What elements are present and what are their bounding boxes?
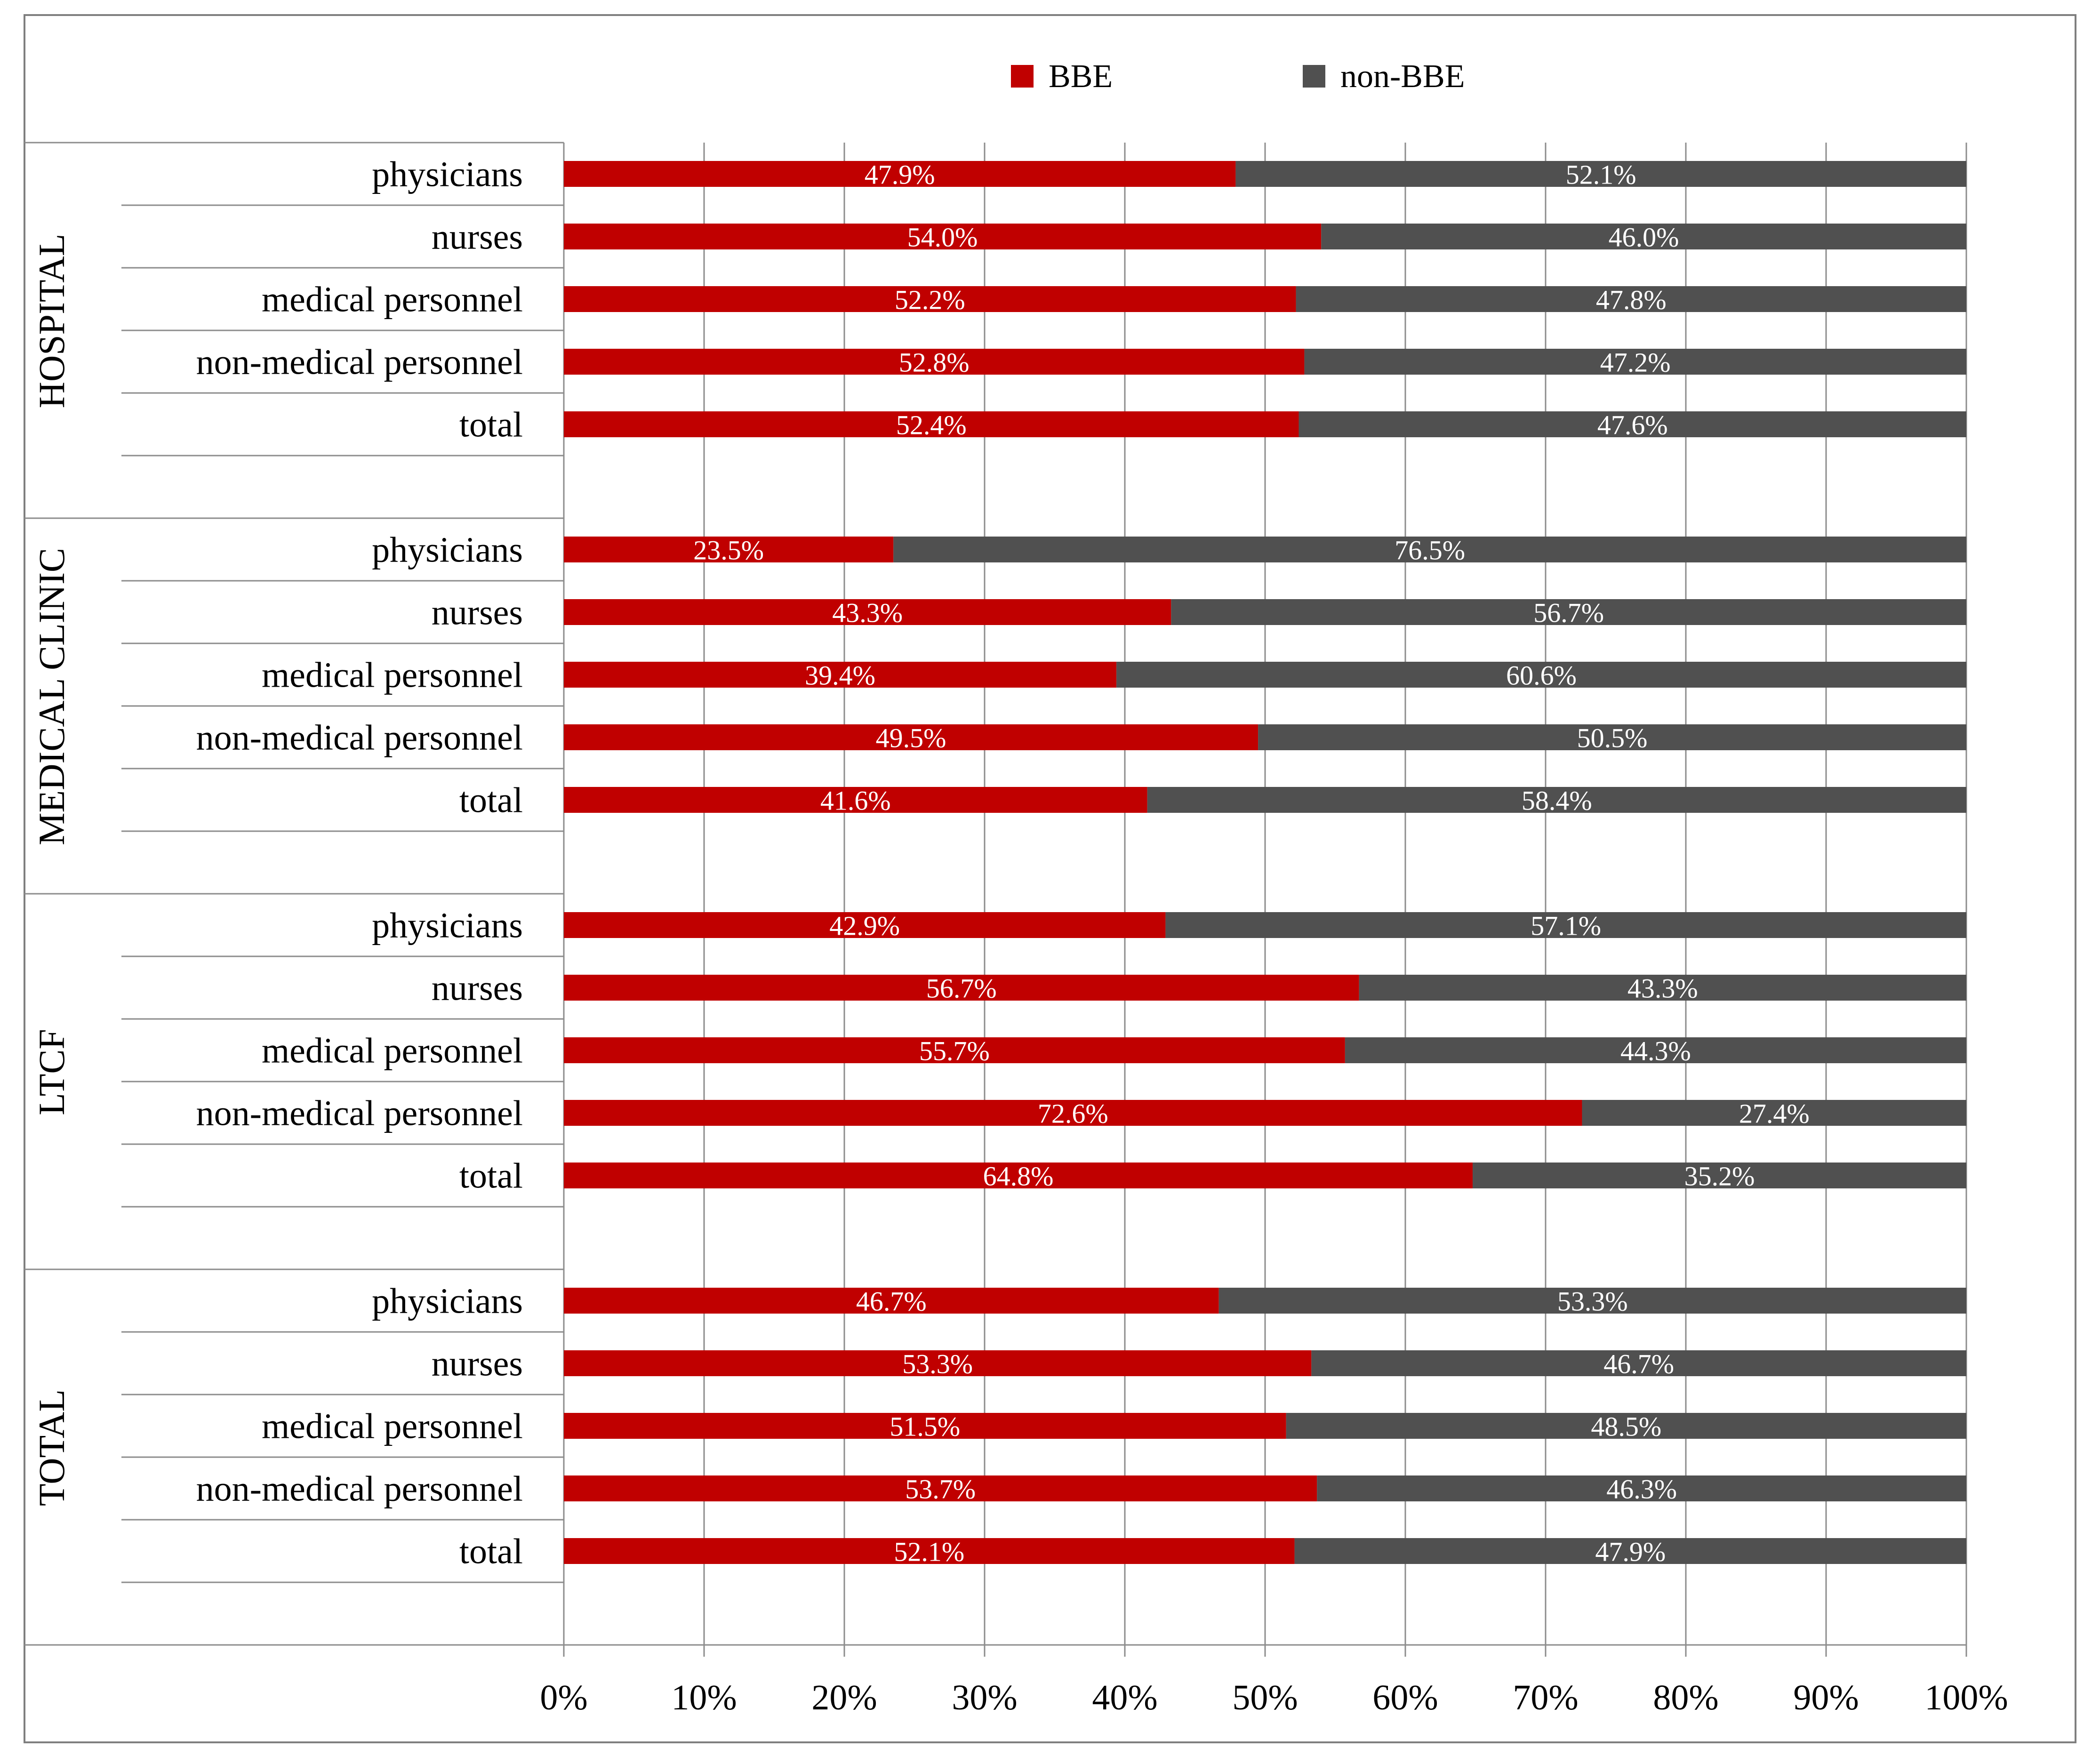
category-label: physicians xyxy=(372,1281,523,1321)
category-label: nurses xyxy=(431,1344,523,1384)
group-label: HOSPITAL xyxy=(31,233,72,409)
category-label: physicians xyxy=(372,530,523,570)
data-label: 52.1% xyxy=(894,1536,965,1567)
category-label: total xyxy=(459,780,523,820)
x-tick-label: 60% xyxy=(1372,1678,1438,1717)
data-label: 56.7% xyxy=(926,973,997,1004)
category-label: physicians xyxy=(372,154,523,194)
data-label: 39.4% xyxy=(805,660,875,691)
data-label: 48.5% xyxy=(1591,1411,1662,1442)
category-label: nurses xyxy=(431,593,523,633)
data-label: 57.1% xyxy=(1531,910,1602,941)
data-label: 43.3% xyxy=(1627,973,1698,1004)
data-label: 52.4% xyxy=(896,409,967,441)
data-label: 50.5% xyxy=(1577,722,1648,754)
legend-label: non-BBE xyxy=(1340,58,1465,95)
category-label: nurses xyxy=(431,217,523,257)
data-label: 47.9% xyxy=(864,159,935,190)
group-label: MEDICAL CLINIC xyxy=(31,548,72,845)
category-label: physicians xyxy=(372,906,523,946)
data-label: 44.3% xyxy=(1620,1035,1691,1066)
x-tick-label: 50% xyxy=(1232,1678,1298,1717)
data-label: 46.7% xyxy=(1603,1348,1675,1379)
data-label: 76.5% xyxy=(1395,535,1466,566)
group-label: LTCF xyxy=(31,1029,72,1115)
category-label: medical personnel xyxy=(261,280,523,320)
data-label: 53.3% xyxy=(902,1348,973,1379)
data-label: 55.7% xyxy=(919,1035,990,1066)
data-label: 52.2% xyxy=(894,284,965,315)
data-label: 53.7% xyxy=(905,1474,976,1505)
x-tick-label: 10% xyxy=(671,1678,737,1717)
legend-swatch xyxy=(1011,65,1034,88)
data-label: 23.5% xyxy=(693,535,764,566)
x-tick-label: 100% xyxy=(1924,1678,2008,1717)
data-label: 64.8% xyxy=(983,1161,1054,1192)
category-label: nurses xyxy=(431,968,523,1008)
data-label: 42.9% xyxy=(829,910,900,941)
data-label: 27.4% xyxy=(1739,1098,1810,1129)
category-label: total xyxy=(459,1156,523,1196)
data-label: 47.6% xyxy=(1597,409,1668,441)
data-label: 72.6% xyxy=(1037,1098,1108,1129)
x-tick-label: 90% xyxy=(1793,1678,1859,1717)
category-label: non-medical personnel xyxy=(196,1469,523,1509)
x-tick-label: 30% xyxy=(952,1678,1018,1717)
data-label: 60.6% xyxy=(1506,660,1577,691)
category-label: non-medical personnel xyxy=(196,1093,523,1133)
data-label: 43.3% xyxy=(832,597,903,628)
group-label: TOTAL xyxy=(31,1389,72,1506)
data-label: 51.5% xyxy=(890,1411,961,1442)
data-label: 58.4% xyxy=(1521,785,1592,816)
data-label: 35.2% xyxy=(1684,1161,1755,1192)
data-label: 47.8% xyxy=(1595,284,1667,315)
data-label: 49.5% xyxy=(875,722,946,754)
category-label: medical personnel xyxy=(261,655,523,695)
data-label: 46.7% xyxy=(856,1286,927,1317)
x-tick-label: 0% xyxy=(540,1678,588,1717)
category-label: non-medical personnel xyxy=(196,718,523,758)
data-label: 46.3% xyxy=(1606,1474,1677,1505)
data-label: 53.3% xyxy=(1557,1286,1628,1317)
data-label: 47.9% xyxy=(1595,1536,1666,1567)
legend-label: BBE xyxy=(1049,58,1113,95)
data-label: 47.2% xyxy=(1600,347,1671,378)
category-label: medical personnel xyxy=(261,1406,523,1446)
legend-swatch xyxy=(1303,65,1325,88)
data-label: 56.7% xyxy=(1533,597,1604,628)
category-label: medical personnel xyxy=(261,1031,523,1071)
x-tick-label: 70% xyxy=(1513,1678,1579,1717)
data-label: 54.0% xyxy=(907,222,978,253)
data-label: 52.8% xyxy=(898,347,970,378)
x-tick-label: 20% xyxy=(811,1678,877,1717)
x-tick-label: 40% xyxy=(1092,1678,1158,1717)
data-label: 46.0% xyxy=(1608,222,1679,253)
data-label: 41.6% xyxy=(820,785,891,816)
x-tick-label: 80% xyxy=(1653,1678,1719,1717)
category-label: total xyxy=(459,405,523,445)
category-label: total xyxy=(459,1531,523,1572)
data-label: 52.1% xyxy=(1565,159,1636,190)
category-label: non-medical personnel xyxy=(196,342,523,382)
